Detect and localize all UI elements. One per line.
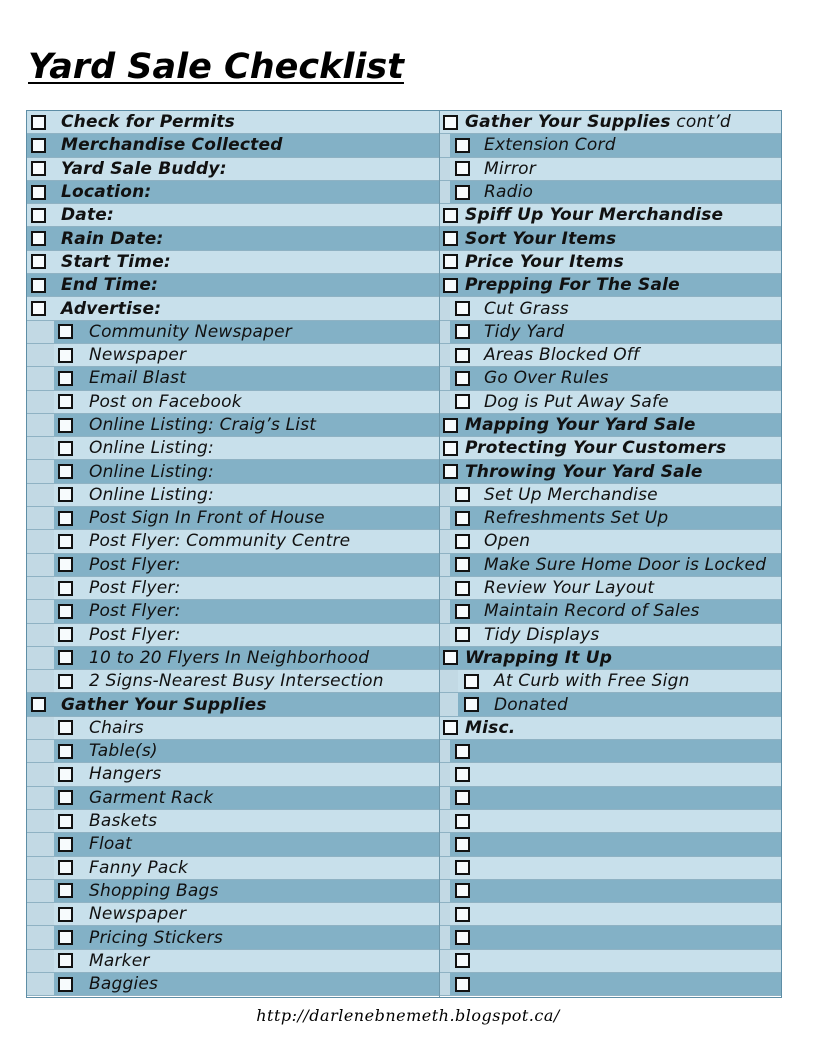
checklist-item-label (89, 741, 158, 761)
item-text-suffix: cont’d (670, 112, 731, 133)
checklist-item-row (27, 530, 439, 553)
item-text: Merchandise Collected (61, 135, 283, 156)
checkbox[interactable] (58, 418, 73, 433)
checklist-item-row (27, 950, 439, 973)
checklist-item-label (484, 555, 766, 575)
checkbox[interactable] (455, 627, 470, 642)
checklist-item-label (89, 578, 181, 598)
item-text: Post Flyer: (89, 601, 181, 622)
item-text: Post Flyer: Community Centre (89, 531, 351, 552)
checklist-item-label (89, 671, 384, 691)
checkbox[interactable] (455, 394, 470, 409)
checklist-item-row (27, 740, 439, 763)
checklist-item-label (61, 229, 163, 249)
checkbox[interactable] (455, 953, 470, 968)
checkbox[interactable] (455, 930, 470, 945)
checklist-item-label (89, 368, 186, 388)
checklist-item-label (89, 531, 350, 551)
checkbox[interactable] (58, 953, 73, 968)
checklist-item-label (465, 205, 723, 225)
checklist-item-row (440, 787, 781, 810)
item-text: Community Newspaper (89, 321, 292, 342)
checklist-section-row (440, 437, 781, 460)
checklist-item-row (27, 670, 439, 693)
checkbox[interactable] (455, 604, 470, 619)
checklist-item-label (89, 415, 316, 435)
checklist-item-label (484, 531, 530, 551)
item-text: Online Listing: (89, 438, 214, 459)
checkbox[interactable] (31, 208, 46, 223)
checklist-item-row (27, 391, 439, 414)
checklist-item-label (484, 159, 536, 179)
checklist-item-row (440, 857, 781, 880)
item-text: Newspaper (89, 345, 187, 366)
item-text: Online Listing: (89, 484, 214, 505)
checklist-item-row (440, 484, 781, 507)
item-text: Areas Blocked Off (484, 345, 640, 366)
checklist-item-row (27, 903, 439, 926)
checkbox[interactable] (31, 254, 46, 269)
checklist-item-row (440, 973, 781, 996)
checklist-item-row (27, 833, 439, 856)
checkbox[interactable] (455, 744, 470, 759)
item-text: Radio (484, 182, 534, 203)
checkbox[interactable] (443, 464, 458, 479)
checklist-item-row (27, 344, 439, 367)
left-column (27, 111, 440, 997)
checkbox[interactable] (58, 977, 73, 992)
item-text: Go Over Rules (484, 368, 609, 389)
checklist-item-label (484, 485, 658, 505)
checklist-item-label (89, 345, 186, 365)
page-title: Yard Sale Checklist (28, 47, 404, 87)
checkbox[interactable] (455, 371, 470, 386)
checklist-item-row (440, 950, 781, 973)
checkbox[interactable] (58, 441, 73, 456)
checklist-item-label (484, 345, 639, 365)
checklist-item-row (27, 880, 439, 903)
checklist-item-row (27, 763, 439, 786)
checkbox[interactable] (58, 790, 73, 805)
item-text: Gather Your Supplies (465, 112, 671, 133)
checkbox[interactable] (455, 907, 470, 922)
checklist-item-label (89, 555, 181, 575)
checklist-item-label (89, 928, 223, 948)
item-text: Maintain Record of Sales (484, 601, 700, 622)
item-text: Online Listing: (89, 461, 214, 482)
item-text: Rain Date: (61, 228, 164, 249)
checklist-section-row (27, 693, 439, 716)
item-text: Prepping For The Sale (465, 275, 680, 296)
checkbox[interactable] (455, 977, 470, 992)
checkbox[interactable] (58, 604, 73, 619)
checklist-item-row (27, 321, 439, 344)
checklist-item-row (27, 973, 439, 996)
checkbox[interactable] (58, 883, 73, 898)
checklist-item-label (89, 438, 214, 458)
checkbox[interactable] (443, 441, 458, 456)
checklist-item-row (27, 647, 439, 670)
item-text: Online Listing: Craig’s List (89, 415, 317, 435)
item-text: Marker (89, 950, 150, 971)
item-text: Set Up Merchandise (484, 484, 658, 505)
checklist-item-row (440, 740, 781, 763)
item-text: Garment Rack (89, 787, 214, 808)
checklist-section-row (440, 647, 781, 670)
checklist-item-label (61, 275, 158, 295)
checklist-item-row (27, 414, 439, 437)
item-text: Post Flyer: (89, 554, 181, 575)
checklist-item-row (27, 367, 439, 390)
checklist-section-row (27, 111, 439, 134)
checkbox[interactable] (58, 581, 73, 596)
item-text: Protecting Your Customers (465, 438, 727, 459)
checklist-section-row (440, 251, 781, 274)
checklist-item-label (465, 275, 680, 295)
checkbox[interactable] (31, 231, 46, 246)
checkbox[interactable] (443, 650, 458, 665)
checklist-item-row (440, 391, 781, 414)
checklist-item-label (89, 648, 369, 668)
item-text: Newspaper (89, 904, 187, 925)
footer-url: http://darlenebnemeth.blogspot.ca/ (256, 1006, 560, 1025)
item-text: Post Flyer: (89, 624, 181, 645)
checkbox[interactable] (58, 674, 73, 689)
item-text: Float (89, 834, 132, 855)
checklist-item-label (89, 625, 181, 645)
item-text: Extension Cord (484, 135, 616, 156)
item-text: Sort Your Items (465, 228, 617, 249)
checklist-item-row (440, 577, 781, 600)
item-text: End Time: (61, 275, 159, 296)
item-text: Yard Sale Buddy: (61, 158, 227, 179)
item-text: Spiff Up Your Merchandise (465, 205, 724, 226)
checkbox[interactable] (443, 208, 458, 223)
checkbox[interactable] (58, 464, 73, 479)
checkbox[interactable] (31, 278, 46, 293)
item-text: Open (484, 531, 531, 552)
checklist-item-row (440, 763, 781, 786)
item-text: Fanny Pack (89, 857, 189, 878)
checklist-item-row (440, 600, 781, 623)
checklist-item-row (440, 134, 781, 157)
checkbox[interactable] (443, 231, 458, 246)
item-text: Start Time: (61, 251, 171, 272)
checklist-item-row (440, 926, 781, 949)
item-text: Refreshments Set Up (484, 508, 669, 529)
item-text: Shopping Bags (89, 880, 219, 901)
checkbox[interactable] (455, 557, 470, 572)
checkbox[interactable] (455, 581, 470, 596)
item-text: Post on Facebook (89, 391, 242, 412)
item-text: Misc. (465, 717, 516, 738)
checkbox[interactable] (455, 185, 470, 200)
checkbox[interactable] (455, 767, 470, 782)
checklist-section-row (27, 227, 439, 250)
item-text: Post Flyer: (89, 578, 181, 599)
checklist-item-label (61, 182, 151, 202)
checklist-item-row (440, 344, 781, 367)
checkbox[interactable] (455, 511, 470, 526)
checkbox[interactable] (58, 511, 73, 526)
checklist-item-row (440, 297, 781, 320)
checklist-section-row (440, 111, 781, 134)
checklist-item-row (440, 554, 781, 577)
checklist-item-label (89, 881, 219, 901)
checklist-item-row (440, 903, 781, 926)
checkbox[interactable] (58, 557, 73, 572)
checklist-item-row (27, 926, 439, 949)
item-text: Tidy Yard (484, 321, 565, 342)
checklist-item-label (484, 135, 616, 155)
checklist-item-row (440, 833, 781, 856)
item-text: Dog is Put Away Safe (484, 391, 669, 412)
checklist-item-label (89, 601, 181, 621)
checklist-item-row (440, 158, 781, 181)
checklist-section-row (27, 274, 439, 297)
checklist-section-row (27, 204, 439, 227)
checklist-item-label (61, 112, 235, 132)
checklist-item-label (89, 904, 186, 924)
checklist-item-row (440, 181, 781, 204)
checklist-item-label (61, 205, 114, 225)
checklist-item-label (89, 718, 144, 738)
checklist-item-label (89, 858, 188, 878)
checkbox[interactable] (464, 697, 479, 712)
checklist-item-row (27, 437, 439, 460)
checklist-item-label (89, 462, 214, 482)
item-text: 10 to 20 Flyers In Neighborhood (89, 647, 370, 668)
checkbox[interactable] (58, 487, 73, 502)
item-text: Baskets (89, 811, 158, 832)
checklist-section-row (440, 274, 781, 297)
checklist-item-label (484, 578, 654, 598)
checklist-item-row (440, 507, 781, 530)
checklist-item-label (89, 834, 132, 854)
checkbox[interactable] (58, 814, 73, 829)
item-text: 2 Signs-Nearest Busy Intersection (89, 671, 384, 692)
checklist-section-row (440, 460, 781, 483)
checklist-item-label (61, 135, 283, 155)
item-text: Make Sure Home Door is Locked (484, 554, 767, 575)
checklist-table (26, 110, 782, 998)
checklist-item-label (61, 159, 227, 179)
checkbox[interactable] (443, 720, 458, 735)
checklist-item-label (89, 485, 214, 505)
checklist-item-label (465, 252, 624, 272)
item-text: Date: (61, 205, 115, 226)
checkbox[interactable] (464, 674, 479, 689)
checklist-item-label (465, 112, 731, 132)
checklist-item-label (89, 508, 325, 528)
checklist-item-label (484, 368, 609, 388)
checkbox[interactable] (58, 930, 73, 945)
checklist-section-row (27, 251, 439, 274)
item-text: Chairs (89, 717, 144, 738)
checklist-item-row (440, 321, 781, 344)
item-text: Post Sign In Front of House (89, 508, 325, 529)
checklist-item-label (465, 415, 696, 435)
checklist-item-label (484, 182, 533, 202)
checkbox[interactable] (31, 161, 46, 176)
checklist-item-row (440, 670, 781, 693)
checkbox[interactable] (443, 418, 458, 433)
checkbox[interactable] (455, 324, 470, 339)
checklist-section-row (440, 414, 781, 437)
checklist-section-row (440, 204, 781, 227)
checklist-item-row (440, 880, 781, 903)
checklist-item-label (61, 695, 267, 715)
checkbox[interactable] (58, 627, 73, 642)
checklist-item-row (440, 624, 781, 647)
checklist-item-label (484, 625, 599, 645)
checklist-item-row (27, 810, 439, 833)
checklist-item-row (27, 460, 439, 483)
checklist-item-label (484, 392, 669, 412)
checklist-item-label (465, 229, 616, 249)
item-text: Donated (494, 694, 568, 715)
checkbox[interactable] (455, 837, 470, 852)
checkbox[interactable] (443, 278, 458, 293)
checkbox[interactable] (31, 138, 46, 153)
checklist-item-row (440, 810, 781, 833)
checklist-item-row (27, 554, 439, 577)
item-text: Cut Grass (484, 298, 569, 319)
checkbox[interactable] (58, 720, 73, 735)
checkbox[interactable] (31, 301, 46, 316)
checkbox[interactable] (455, 790, 470, 805)
checklist-item-label (484, 508, 668, 528)
checklist-item-row (27, 857, 439, 880)
checklist-item-label (61, 252, 171, 272)
item-text: Mapping Your Yard Sale (465, 415, 696, 435)
checkbox[interactable] (455, 138, 470, 153)
item-text: Location: (61, 182, 152, 203)
checkbox[interactable] (443, 254, 458, 269)
checkbox[interactable] (58, 324, 73, 339)
item-text: Email Blast (89, 368, 187, 389)
item-text: Advertise: (61, 298, 162, 319)
item-text: Gather Your Supplies (61, 694, 267, 715)
checkbox[interactable] (58, 860, 73, 875)
checkbox[interactable] (58, 837, 73, 852)
checklist-item-label (465, 438, 726, 458)
checklist-section-row (27, 134, 439, 157)
checklist-item-row (27, 717, 439, 740)
item-text: At Curb with Free Sign (494, 671, 690, 692)
checklist-item-label (465, 462, 703, 482)
checklist-section-row (27, 181, 439, 204)
item-text: Mirror (484, 158, 536, 179)
checkbox[interactable] (455, 534, 470, 549)
checklist-section-row (440, 717, 781, 740)
checklist-item-row (27, 787, 439, 810)
checklist-item-label (89, 811, 157, 831)
item-text: Table(s) (89, 741, 158, 762)
checkbox[interactable] (31, 697, 46, 712)
checklist-item-label (89, 392, 242, 412)
checklist-section-row (27, 297, 439, 320)
checklist-item-label (89, 951, 150, 971)
checklist-item-label (465, 718, 515, 738)
checklist-item-row (27, 600, 439, 623)
checkbox[interactable] (455, 883, 470, 898)
item-text: Tidy Displays (484, 624, 600, 645)
checklist-item-label (89, 788, 213, 808)
checklist-item-label (484, 601, 700, 621)
checkbox[interactable] (58, 744, 73, 759)
checkbox[interactable] (455, 301, 470, 316)
checklist-item-label (494, 671, 690, 691)
checkbox[interactable] (455, 814, 470, 829)
checkbox[interactable] (455, 860, 470, 875)
checklist-item-row (27, 507, 439, 530)
checklist-item-label (89, 764, 161, 784)
checklist-item-label (465, 648, 612, 668)
checklist-item-label (484, 299, 569, 319)
item-text: Baggies (89, 974, 159, 995)
checklist-item-label (484, 322, 564, 342)
item-text: Price Your Items (465, 251, 624, 272)
item-text: Review Your Layout (484, 578, 655, 599)
checklist-item-label (89, 974, 158, 994)
checklist-item-row (440, 367, 781, 390)
checkbox[interactable] (455, 487, 470, 502)
item-text: Pricing Stickers (89, 927, 223, 948)
checkbox[interactable] (31, 115, 46, 130)
right-column (440, 111, 781, 997)
item-text: Wrapping It Up (465, 647, 613, 668)
item-text: Throwing Your Yard Sale (465, 461, 703, 482)
checklist-item-row (27, 624, 439, 647)
checkbox[interactable] (58, 650, 73, 665)
checklist-item-label (89, 322, 292, 342)
checkbox[interactable] (58, 371, 73, 386)
checklist-section-row (27, 158, 439, 181)
checkbox[interactable] (31, 185, 46, 200)
checklist-item-row (27, 484, 439, 507)
checkbox[interactable] (443, 115, 458, 130)
checkbox[interactable] (58, 348, 73, 363)
checklist-section-row (440, 227, 781, 250)
checklist-item-row (27, 577, 439, 600)
checklist-item-label (61, 299, 161, 319)
checklist-item-row (440, 693, 781, 716)
checkbox[interactable] (455, 348, 470, 363)
checkbox[interactable] (58, 767, 73, 782)
item-text: Check for Permits (61, 112, 235, 133)
checkbox[interactable] (58, 394, 73, 409)
checklist-item-label (494, 695, 568, 715)
checklist-item-row (440, 530, 781, 553)
checkbox[interactable] (58, 534, 73, 549)
checkbox[interactable] (58, 907, 73, 922)
item-text: Hangers (89, 764, 162, 785)
checkbox[interactable] (455, 161, 470, 176)
